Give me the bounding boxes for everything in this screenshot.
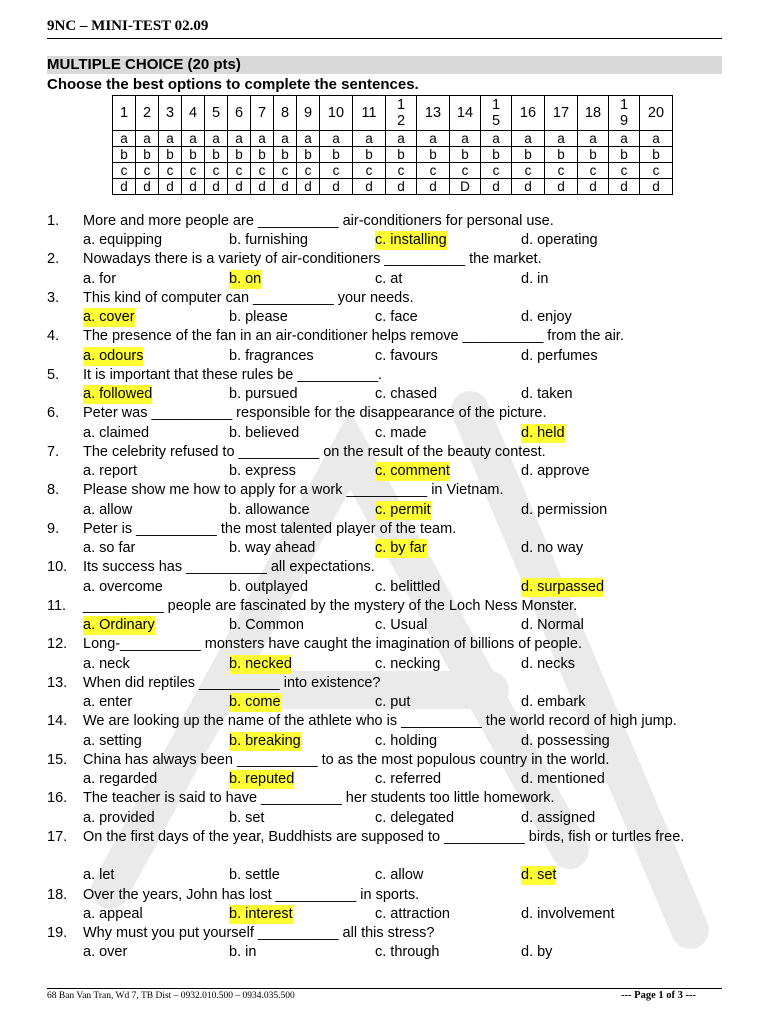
question-number: 10. xyxy=(47,559,68,575)
options-row xyxy=(83,943,703,962)
grid-letter-cell: d xyxy=(320,179,353,195)
option-highlighted: c. permit xyxy=(375,502,431,518)
grid-letter-cell: a xyxy=(320,131,353,147)
option: b. Common xyxy=(229,617,304,633)
question-number: 6. xyxy=(47,405,60,421)
grid-letter-cell: b xyxy=(386,147,417,163)
option: c. favours xyxy=(375,348,438,364)
options-row xyxy=(83,616,703,635)
options-row xyxy=(83,347,703,366)
grid-letter-cell: b xyxy=(297,147,320,163)
grid-number-cell: 20 xyxy=(640,96,673,131)
grid-letter-cell: b xyxy=(450,147,481,163)
grid-letter-cell: a xyxy=(386,131,417,147)
option: c. face xyxy=(375,309,418,325)
grid-letter-cell: c xyxy=(386,163,417,179)
grid-letter-cell: a xyxy=(417,131,450,147)
question-text: __________ people are fascinated by the mystery of the Loch Ness Monster. xyxy=(83,598,578,614)
question-number: 14. xyxy=(47,713,68,729)
grid-letter-cell: d xyxy=(159,179,182,195)
grid-letter-cell: d xyxy=(417,179,450,195)
question-number: 9. xyxy=(47,521,60,537)
option: b. in xyxy=(229,944,257,960)
grid-letter-cell: c xyxy=(545,163,578,179)
question-number: 3. xyxy=(47,290,60,306)
option: c. attraction xyxy=(375,906,450,922)
grid-letter-cell: b xyxy=(205,147,228,163)
question-text: Over the years, John has lost __________ in sports. xyxy=(83,887,420,903)
grid-letter-cell: c xyxy=(417,163,450,179)
grid-letter-cell: c xyxy=(274,163,297,179)
options-row xyxy=(83,770,703,789)
option: d. embark xyxy=(521,694,586,710)
options-row xyxy=(83,693,703,712)
grid-letter-cell: c xyxy=(640,163,673,179)
question-text: Peter is __________ the most talented player of the team. xyxy=(83,521,457,537)
question-number: 18. xyxy=(47,887,68,903)
grid-letter-cell: a xyxy=(353,131,386,147)
option: c. holding xyxy=(375,733,438,749)
grid-letter-cell: c xyxy=(159,163,182,179)
grid-letter-cell: d xyxy=(251,179,274,195)
option: d. mentioned xyxy=(521,771,605,787)
grid-letter-cell: c xyxy=(136,163,159,179)
grid-letter-cell: d xyxy=(182,179,205,195)
grid-number-cell: 6 xyxy=(228,96,251,131)
option: d. approve xyxy=(521,463,590,479)
option-highlighted: b. on xyxy=(229,271,262,287)
option: b. pursued xyxy=(229,386,298,402)
option: d. no way xyxy=(521,540,584,556)
grid-letter-cell: b xyxy=(353,147,386,163)
option: c. necking xyxy=(375,656,441,672)
grid-letter-cell: a xyxy=(297,131,320,147)
option: b. set xyxy=(229,810,265,826)
grid-letter-cell: b xyxy=(136,147,159,163)
option: d. Normal xyxy=(521,617,584,633)
option: a. equipping xyxy=(83,232,163,248)
option-highlighted: c. comment xyxy=(375,463,450,479)
grid-number-cell: 8 xyxy=(274,96,297,131)
grid-letter-cell: c xyxy=(297,163,320,179)
option-highlighted: b. come xyxy=(229,694,281,710)
grid-letter-cell: a xyxy=(113,131,136,147)
question-number: 16. xyxy=(47,790,68,806)
page-number: --- Page 1 of 3 --- xyxy=(621,990,696,1001)
grid-letter-cell: c xyxy=(251,163,274,179)
question-number: 4. xyxy=(47,328,60,344)
option: b. express xyxy=(229,463,296,479)
grid-number-cell: 3 xyxy=(159,96,182,131)
question-number: 17. xyxy=(47,829,68,845)
option: d. necks xyxy=(521,656,575,672)
question-text: The celebrity refused to __________ on the result of the beauty contest. xyxy=(83,444,546,460)
question-number: 7. xyxy=(47,444,60,460)
option-highlighted: d. held xyxy=(521,425,565,441)
grid-number-cell: 5 xyxy=(205,96,228,131)
options-row xyxy=(83,732,703,751)
options-row xyxy=(83,905,703,924)
grid-letter-cell: c xyxy=(578,163,609,179)
grid-letter-cell: d xyxy=(228,179,251,195)
grid-letter-cell: a xyxy=(182,131,205,147)
option: b. furnishing xyxy=(229,232,308,248)
question-text: Long-__________ monsters have caught the imagination of billions of people. xyxy=(83,636,582,652)
grid-letter-cell: c xyxy=(228,163,251,179)
option: b. please xyxy=(229,309,288,325)
option: d. perfumes xyxy=(521,348,598,364)
option: d. possessing xyxy=(521,733,610,749)
option-highlighted: a. Ordinary xyxy=(83,617,155,633)
grid-letter-cell: b xyxy=(274,147,297,163)
grid-letter-cell: b xyxy=(512,147,545,163)
section-title: MULTIPLE CHOICE (20 pts) xyxy=(47,56,241,73)
grid-letter-cell: D xyxy=(450,179,481,195)
option-highlighted: c. installing xyxy=(375,232,447,248)
option-highlighted: b. interest xyxy=(229,906,293,922)
grid-number-cell: 13 xyxy=(417,96,450,131)
grid-number-cell: 11 xyxy=(353,96,386,131)
grid-number-cell: 17 xyxy=(545,96,578,131)
option: c. Usual xyxy=(375,617,428,633)
option: d. involvement xyxy=(521,906,615,922)
grid-letter-cell: b xyxy=(481,147,512,163)
question-text: Please show me how to apply for a work __________ in Vietnam. xyxy=(83,482,504,498)
option: c. chased xyxy=(375,386,438,402)
answer-grid xyxy=(112,95,673,195)
option: c. put xyxy=(375,694,411,710)
grid-letter-cell: c xyxy=(450,163,481,179)
option: b. way ahead xyxy=(229,540,316,556)
grid-letter-cell: c xyxy=(205,163,228,179)
option: d. operating xyxy=(521,232,598,248)
question-number: 19. xyxy=(47,925,68,941)
options-row xyxy=(83,231,703,250)
option-highlighted: d. set xyxy=(521,867,557,883)
grid-letter-cell: a xyxy=(578,131,609,147)
option: d. assigned xyxy=(521,810,596,826)
grid-letter-cell: b xyxy=(228,147,251,163)
grid-letter-cell: d xyxy=(386,179,417,195)
option: a. let xyxy=(83,867,115,883)
grid-number-cell: 4 xyxy=(182,96,205,131)
question-text: When did reptiles __________ into existence? xyxy=(83,675,381,691)
grid-number-cell: 9 xyxy=(297,96,320,131)
grid-letter-cell: b xyxy=(545,147,578,163)
grid-letter-cell: b xyxy=(640,147,673,163)
question-text: The teacher is said to have __________ her students too little homework. xyxy=(83,790,555,806)
grid-letter-cell: c xyxy=(481,163,512,179)
question-number: 1. xyxy=(47,213,60,229)
option-highlighted: b. breaking xyxy=(229,733,301,749)
options-row xyxy=(83,578,703,597)
options-row xyxy=(83,655,703,674)
grid-number-cell: 10 xyxy=(320,96,353,131)
option-highlighted: b. reputed xyxy=(229,771,295,787)
grid-letter-cell: d xyxy=(609,179,640,195)
grid-letter-cell: d xyxy=(353,179,386,195)
grid-number-cell: 16 xyxy=(512,96,545,131)
question-text: It is important that these rules be __________. xyxy=(83,367,383,383)
options-row xyxy=(83,385,703,404)
option-highlighted: c. by far xyxy=(375,540,427,556)
option: b. allowance xyxy=(229,502,310,518)
option: a. report xyxy=(83,463,137,479)
grid-letter-cell: a xyxy=(136,131,159,147)
options-row xyxy=(83,501,703,520)
grid-number-cell: 1 9 xyxy=(609,96,640,131)
option: c. belittled xyxy=(375,579,441,595)
option: c. through xyxy=(375,944,440,960)
option: a. so far xyxy=(83,540,136,556)
option: b. fragrances xyxy=(229,348,314,364)
question-text: Nowadays there is a variety of air-conditioners __________ the market. xyxy=(83,251,542,267)
grid-letter-cell: b xyxy=(182,147,205,163)
option: a. overcome xyxy=(83,579,163,595)
option: a. regarded xyxy=(83,771,158,787)
option: c. referred xyxy=(375,771,442,787)
options-row xyxy=(83,308,703,327)
grid-letter-cell: d xyxy=(512,179,545,195)
grid-letter-cell: a xyxy=(545,131,578,147)
options-row xyxy=(83,462,703,481)
option: b. settle xyxy=(229,867,280,883)
question-text: Its success has __________ all expectations. xyxy=(83,559,375,575)
question-text: China has always been __________ to as the most populous country in the world. xyxy=(83,752,610,768)
grid-number-cell: 7 xyxy=(251,96,274,131)
question-number: 12. xyxy=(47,636,68,652)
question-number: 8. xyxy=(47,482,60,498)
grid-letter-cell: d xyxy=(113,179,136,195)
grid-letter-cell: a xyxy=(512,131,545,147)
footer-divider xyxy=(47,988,722,989)
options-row xyxy=(83,866,703,885)
grid-letter-cell: a xyxy=(159,131,182,147)
option: b. believed xyxy=(229,425,300,441)
option: a. allow xyxy=(83,502,133,518)
grid-letter-cell: b xyxy=(159,147,182,163)
question-text: The presence of the fan in an air-conditioner helps remove __________ from the air. xyxy=(83,328,624,344)
grid-letter-cell: a xyxy=(481,131,512,147)
option: a. over xyxy=(83,944,128,960)
grid-letter-cell: d xyxy=(481,179,512,195)
option: d. permission xyxy=(521,502,608,518)
grid-number-cell: 1 2 xyxy=(386,96,417,131)
footer-address: 68 Ban Van Tran, Wd 7, TB Dist – 0932.010.500 – 0934.035.500 xyxy=(47,991,295,1001)
grid-letter-cell: c xyxy=(182,163,205,179)
grid-letter-cell: a xyxy=(228,131,251,147)
grid-letter-cell: b xyxy=(113,147,136,163)
header-divider xyxy=(47,38,722,39)
option-highlighted: a. followed xyxy=(83,386,153,402)
question-number: 13. xyxy=(47,675,68,691)
options-row xyxy=(83,809,703,828)
grid-letter-cell: d xyxy=(545,179,578,195)
option: d. by xyxy=(521,944,553,960)
option: c. allow xyxy=(375,867,424,883)
option: b. outplayed xyxy=(229,579,309,595)
grid-letter-cell: b xyxy=(320,147,353,163)
option: d. enjoy xyxy=(521,309,572,325)
options-row xyxy=(83,424,703,443)
question-text: On the first days of the year, Buddhists are supposed to __________ birds, fish or turtles free. xyxy=(83,829,685,845)
test-header: 9NC – MINI-TEST 02.09 xyxy=(47,18,209,34)
grid-letter-cell: a xyxy=(450,131,481,147)
question-text: We are looking up the name of the athlete who is __________ the world record of high jump. xyxy=(83,713,677,729)
question-number: 11. xyxy=(47,598,67,614)
grid-number-cell: 14 xyxy=(450,96,481,131)
grid-letter-cell: b xyxy=(251,147,274,163)
instruction-text: Choose the best options to complete the sentences. xyxy=(47,76,419,93)
option: c. delegated xyxy=(375,810,455,826)
grid-letter-cell: c xyxy=(512,163,545,179)
grid-letter-cell: d xyxy=(640,179,673,195)
question-text: Why must you put yourself __________ all this stress? xyxy=(83,925,435,941)
options-row xyxy=(83,539,703,558)
grid-letter-cell: c xyxy=(113,163,136,179)
grid-letter-cell: b xyxy=(578,147,609,163)
option: a. for xyxy=(83,271,117,287)
grid-number-cell: 1 5 xyxy=(481,96,512,131)
grid-letter-cell: c xyxy=(353,163,386,179)
grid-number-cell: 1 xyxy=(113,96,136,131)
option: a. setting xyxy=(83,733,142,749)
option-highlighted: a. cover xyxy=(83,309,135,325)
options-row xyxy=(83,270,703,289)
question-number: 5. xyxy=(47,367,60,383)
option: a. claimed xyxy=(83,425,150,441)
grid-letter-cell: d xyxy=(274,179,297,195)
question-number: 15. xyxy=(47,752,68,768)
option: d. in xyxy=(521,271,549,287)
grid-letter-cell: a xyxy=(274,131,297,147)
option-highlighted: a. odours xyxy=(83,348,144,364)
grid-letter-cell: a xyxy=(251,131,274,147)
grid-letter-cell: d xyxy=(297,179,320,195)
option: c. at xyxy=(375,271,403,287)
grid-letter-cell: d xyxy=(205,179,228,195)
option: c. made xyxy=(375,425,427,441)
option: a. appeal xyxy=(83,906,143,922)
option: a. provided xyxy=(83,810,155,826)
option: a. neck xyxy=(83,656,130,672)
grid-letter-cell: c xyxy=(320,163,353,179)
question-number: 2. xyxy=(47,251,60,267)
option: d. taken xyxy=(521,386,573,402)
question-text: This kind of computer can __________ your needs. xyxy=(83,290,414,306)
grid-letter-cell: c xyxy=(609,163,640,179)
question-text: Peter was __________ responsible for the disappearance of the picture. xyxy=(83,405,547,421)
option-highlighted: d. surpassed xyxy=(521,579,605,595)
option-highlighted: b. necked xyxy=(229,656,292,672)
grid-letter-cell: d xyxy=(578,179,609,195)
grid-letter-cell: b xyxy=(609,147,640,163)
grid-letter-cell: a xyxy=(640,131,673,147)
grid-letter-cell: d xyxy=(136,179,159,195)
grid-letter-cell: a xyxy=(205,131,228,147)
question-text: More and more people are __________ air-conditioners for personal use. xyxy=(83,213,554,229)
grid-letter-cell: a xyxy=(609,131,640,147)
grid-letter-cell: b xyxy=(417,147,450,163)
grid-number-cell: 18 xyxy=(578,96,609,131)
grid-number-cell: 2 xyxy=(136,96,159,131)
option: a. enter xyxy=(83,694,133,710)
